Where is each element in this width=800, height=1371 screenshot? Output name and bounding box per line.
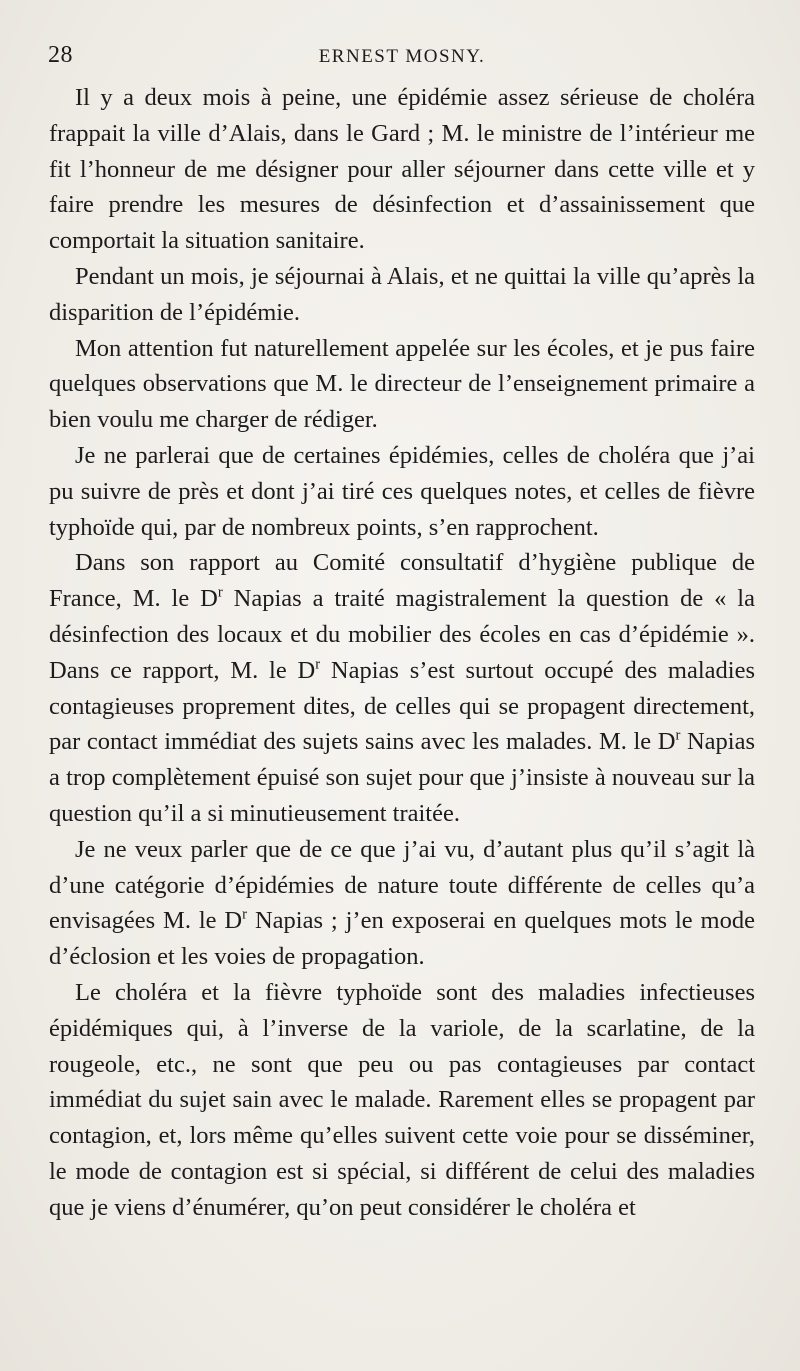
superscript: r	[242, 906, 248, 923]
superscript: r	[315, 656, 321, 673]
page-number: 28	[48, 42, 73, 68]
page-header	[48, 42, 756, 78]
paragraph: Le choléra et la fièvre typhoïde sont des maladies infectieuses épidémiques qui, à l’inverse de la variole, de la scarlatine, de la rougeole, etc., ne sont que peu ou pas contagieuses par contact immédiat du sujet sain avec le malade. Rarement elles se propagent par contagion, et, lors même qu’elles suivent cette voie pour se disséminer, le mode de contagion est si spécial, si différent de celui des maladies que je viens d’énumérer, qu’on peut considérer le choléra et	[49, 978, 755, 1221]
paragraph: Dans son rapport au Comité consultatif d’hygiène publique de France, M. le $D^r$ Napias a traité magistralement la question de « la désinfection des locaux et du mobilier des écoles en cas d’épidémie ». Dans ce rapport, M. le $D^r$ Napias s’est surtout occupé des maladies contagieuses proprement dites, de celles qui se propagent directement, par contact immédiat des sujets sains avec les malades. M. le $D^r$ Napias a trop complètement épuisé son sujet pour que j’insiste à nouveau sur la question qu’il a si minutieusement traitée.	[49, 549, 756, 827]
running-head: ERNEST MOSNY.	[318, 46, 486, 67]
body-text	[49, 80, 755, 1226]
paragraph: Il y a deux mois à peine, une épidémie assez sérieuse de choléra frappait la ville d’Alais, dans le Gard ; M. le ministre de l’intérieur me fit l’honneur de me désigner pour aller séjourner dans cette ville et y faire prendre les mesures de désinfection et d’assainissement que comportait la situation sanitaire.	[49, 84, 755, 255]
paragraph: Je ne veux parler que de ce que j’ai vu, d’autant plus qu’il s’agit là d’une catégorie d’épidémies de nature toute différente de celles qu’a envisagées M. le $D^r$ Napias ; j’en exposerai en quelques mots le mode d’éclosion et les voies de propagation.	[49, 835, 755, 971]
superscript: r	[675, 727, 681, 744]
paragraph: Mon attention fut naturellement appelée sur les écoles, et je pus faire quelques observations que M. le directeur de l’enseignement primaire a bien voulu me charger de rédiger.	[49, 334, 755, 434]
paragraph: Je ne parlerai que de certaines épidémies, celles de choléra que j’ai pu suivre de près et dont j’ai tiré ces quelques notes, et celles de fièvre typhoïde qui, par de nombreux points, s’en rapprochent.	[49, 441, 755, 541]
superscript: r	[217, 584, 223, 601]
paragraph: Pendant un mois, je séjournai à Alais, et ne quittai la ville qu’après la disparition de l’épidémie.	[49, 262, 755, 326]
